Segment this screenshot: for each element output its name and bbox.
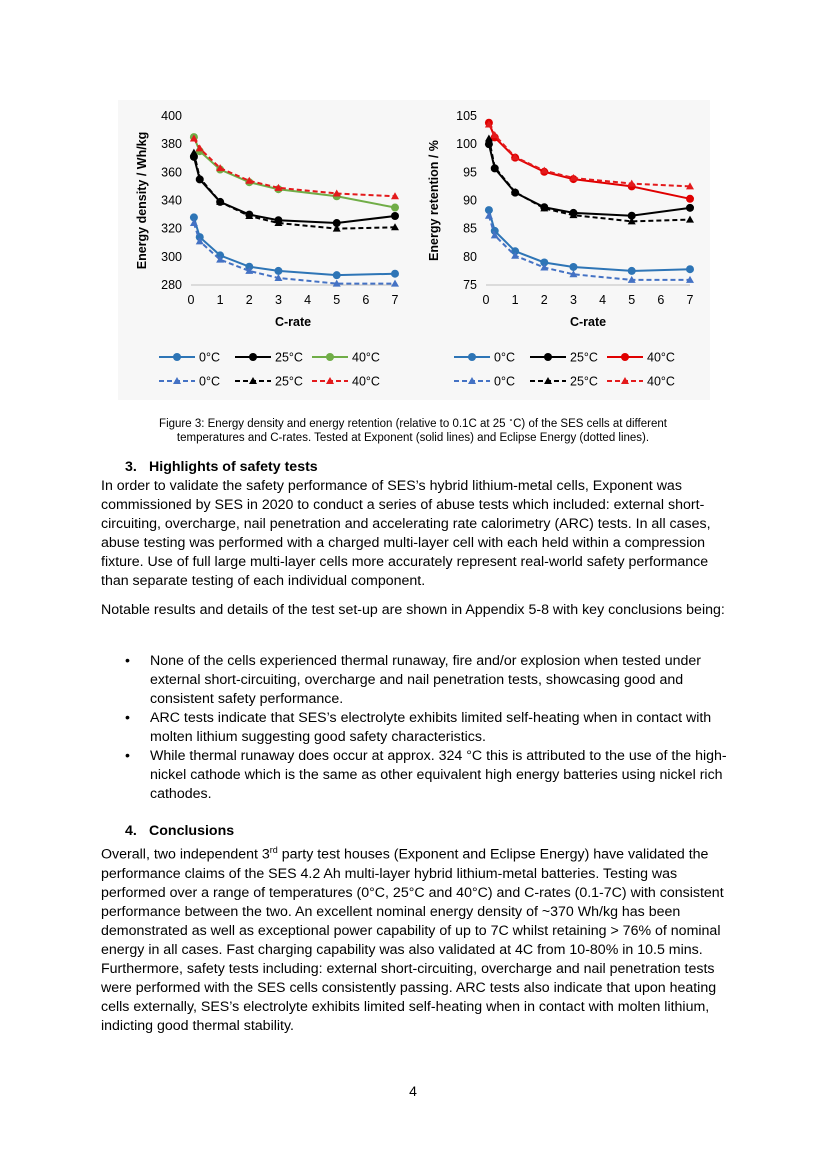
data-point (391, 192, 399, 199)
x-tick-label: 6 (362, 293, 370, 307)
section-safety (101, 458, 729, 620)
x-tick-label: 7 (391, 293, 399, 307)
section-conclusions (101, 822, 729, 1036)
y-tick-label: 90 (463, 193, 477, 208)
bullet-text: None of the cells experienced thermal runaway, fire and/or explosion when tested under external short-circuiting, overcharge and nail penetration tests, showcasing good and consistent safety performance. (150, 653, 702, 707)
y-tick-label: 85 (463, 221, 477, 236)
section4-para-sup: rd (269, 845, 278, 855)
data-point (686, 195, 694, 203)
charts-svg (118, 100, 710, 400)
section3-para2: Notable results and details of the test set-up are shown in Appendix 5-8 with key conclusions being: (101, 602, 725, 618)
caption-line1-b: C) of the SES cells at different (513, 417, 667, 430)
series-line (489, 124, 690, 186)
section4-para-b: party test houses (Exponent and Eclipse Energy) have validated the performance claims of the SES 4.2 Ah multi-layer hybrid lithium-metal batteries. Testing was performed over a range of temperatures (0°C, 25°C and 40°C) and C-rates (0.1-7C) with consistent performance between the two. An excellent nominal energy density of ~370 Wh/kg has been demonstrated as well as exceptional power capability of up to 7C whilst retaining > 76% of nominal energy in all cases. Fast charging capability was also validated at 4C from 10-80% in 10.5 mins. Furthermore, safety tests including: external short-circuiting, overcharge and nail penetration tests were performed with the SES cells consistently passing. ARC tests also indicate that upon heating cells externally, SES’s electrolyte exhibits limited self-heating when in contact with molten lithium, indicting good thermal stability. (101, 846, 724, 1034)
bullet-icon: • (125, 710, 130, 726)
y-tick-label: 360 (161, 165, 182, 180)
x-tick-label: 4 (304, 293, 312, 307)
y-tick-label: 105 (456, 109, 477, 123)
section4-number: 4. (125, 823, 137, 839)
chart-2 (427, 109, 694, 389)
legend-label: 40°C (647, 374, 675, 389)
series-line (489, 123, 690, 199)
page-number: 4 (409, 1083, 417, 1099)
bullet-item (101, 709, 729, 747)
x-tick-label: 7 (686, 293, 694, 307)
legend-label: 0°C (199, 374, 220, 389)
y-tick-label: 75 (463, 278, 477, 292)
legend-marker (326, 353, 334, 361)
data-point (333, 271, 341, 279)
section3-title: Highlights of safety tests (149, 459, 318, 475)
caption-line2: temperatures and C-rates. Tested at Exponent (solid lines) and Eclipse Energy (dotted lines). (176, 431, 650, 444)
series-line (194, 217, 395, 275)
legend-marker (249, 353, 257, 361)
series-line (489, 210, 690, 271)
series-line (194, 139, 395, 197)
data-point (569, 263, 577, 271)
legend-label: 25°C (275, 374, 303, 389)
y-tick-label: 80 (463, 249, 477, 264)
data-point (391, 270, 399, 278)
y-tick-label: 400 (161, 109, 182, 123)
section4-para-a: Overall, two independent 3 (101, 846, 270, 863)
section3-number: 3. (125, 459, 137, 475)
data-point (686, 216, 694, 223)
x-tick-label: 3 (569, 293, 577, 307)
y-tick-label: 280 (161, 278, 182, 292)
x-tick-label: 2 (540, 293, 548, 307)
legend-marker (544, 353, 552, 361)
bullet-text: ARC tests indicate that SES’s electrolyte exhibits limited self-heating when in contact with molten lithium suggesting good safety characteristics. (150, 710, 712, 745)
y-axis-title: Energy density / Wh/kg (135, 131, 149, 270)
legend-marker (173, 353, 181, 361)
caption-line1-a: Figure 3: Energy density and energy retention (relative to 0.1C at 25 (159, 417, 509, 430)
section3-heading (125, 458, 729, 477)
y-tick-label: 100 (456, 137, 477, 152)
y-tick-label: 320 (161, 221, 182, 236)
y-tick-label: 300 (161, 249, 182, 264)
y-tick-label: 380 (161, 137, 182, 152)
figure-caption (100, 414, 726, 445)
x-tick-label: 5 (628, 293, 636, 307)
legend-label: 0°C (494, 350, 515, 365)
series-line (194, 137, 395, 207)
section4-heading (125, 822, 729, 841)
y-tick-label: 340 (161, 193, 182, 208)
section4-para (101, 841, 729, 1036)
legend-label: 0°C (494, 374, 515, 389)
bullet-item (101, 747, 729, 804)
data-point (686, 265, 694, 273)
x-tick-label: 5 (333, 293, 341, 307)
section3-para1: In order to validate the safety performance of SES’s hybrid lithium-metal cells, Exponent was commissioned by SES in 2020 to conduct a series of abuse tests which included: external short-circuiting, overcharge, nail penetration and accelerating rate calorimetry (ARC) tests. In all cases, abuse testing was performed with a charged multi-layer cell with each held within a compression fixture. Use of full large multi-layer cells more accurately represent real-world safety performance than separate testing of each individual component. (101, 478, 711, 589)
x-tick-label: 1 (511, 293, 519, 307)
data-point (686, 204, 694, 212)
x-tick-label: 4 (599, 293, 607, 307)
section4-title: Conclusions (149, 823, 235, 839)
x-tick-label: 3 (274, 293, 282, 307)
figure-charts (118, 100, 710, 400)
legend-label: 40°C (352, 350, 380, 365)
bullet-item (101, 652, 729, 709)
series-line (194, 157, 395, 223)
x-tick-label: 0 (187, 293, 195, 307)
bullet-icon: • (125, 748, 130, 764)
y-axis-title: Energy retention / % (427, 140, 441, 261)
legend-label: 25°C (570, 350, 598, 365)
legend-marker (468, 353, 476, 361)
x-tick-label: 6 (657, 293, 665, 307)
legend-label: 40°C (352, 374, 380, 389)
data-point (391, 280, 399, 287)
legend-label: 40°C (647, 350, 675, 365)
x-tick-label: 2 (245, 293, 253, 307)
legend-label: 0°C (199, 350, 220, 365)
bullet-icon: • (125, 653, 130, 669)
data-point (628, 267, 636, 275)
legend-label: 25°C (570, 374, 598, 389)
safety-bullets (101, 652, 729, 804)
data-point (391, 204, 399, 212)
chart-1 (135, 109, 399, 389)
y-tick-label: 95 (463, 165, 477, 180)
bullet-text: While thermal runaway does occur at approx. 324 °C this is attributed to the use of the high-nickel cathode which is the same as other equivalent high energy batteries using nickel rich cathodes. (150, 748, 727, 802)
x-axis-title: C-rate (569, 315, 607, 329)
legend-marker (621, 353, 629, 361)
data-point (391, 212, 399, 220)
x-tick-label: 0 (482, 293, 490, 307)
x-axis-title: C-rate (274, 315, 312, 329)
legend-label: 25°C (275, 350, 303, 365)
caption-degree-sup: ∘ (508, 417, 514, 424)
x-tick-label: 1 (216, 293, 224, 307)
data-point (274, 267, 282, 275)
